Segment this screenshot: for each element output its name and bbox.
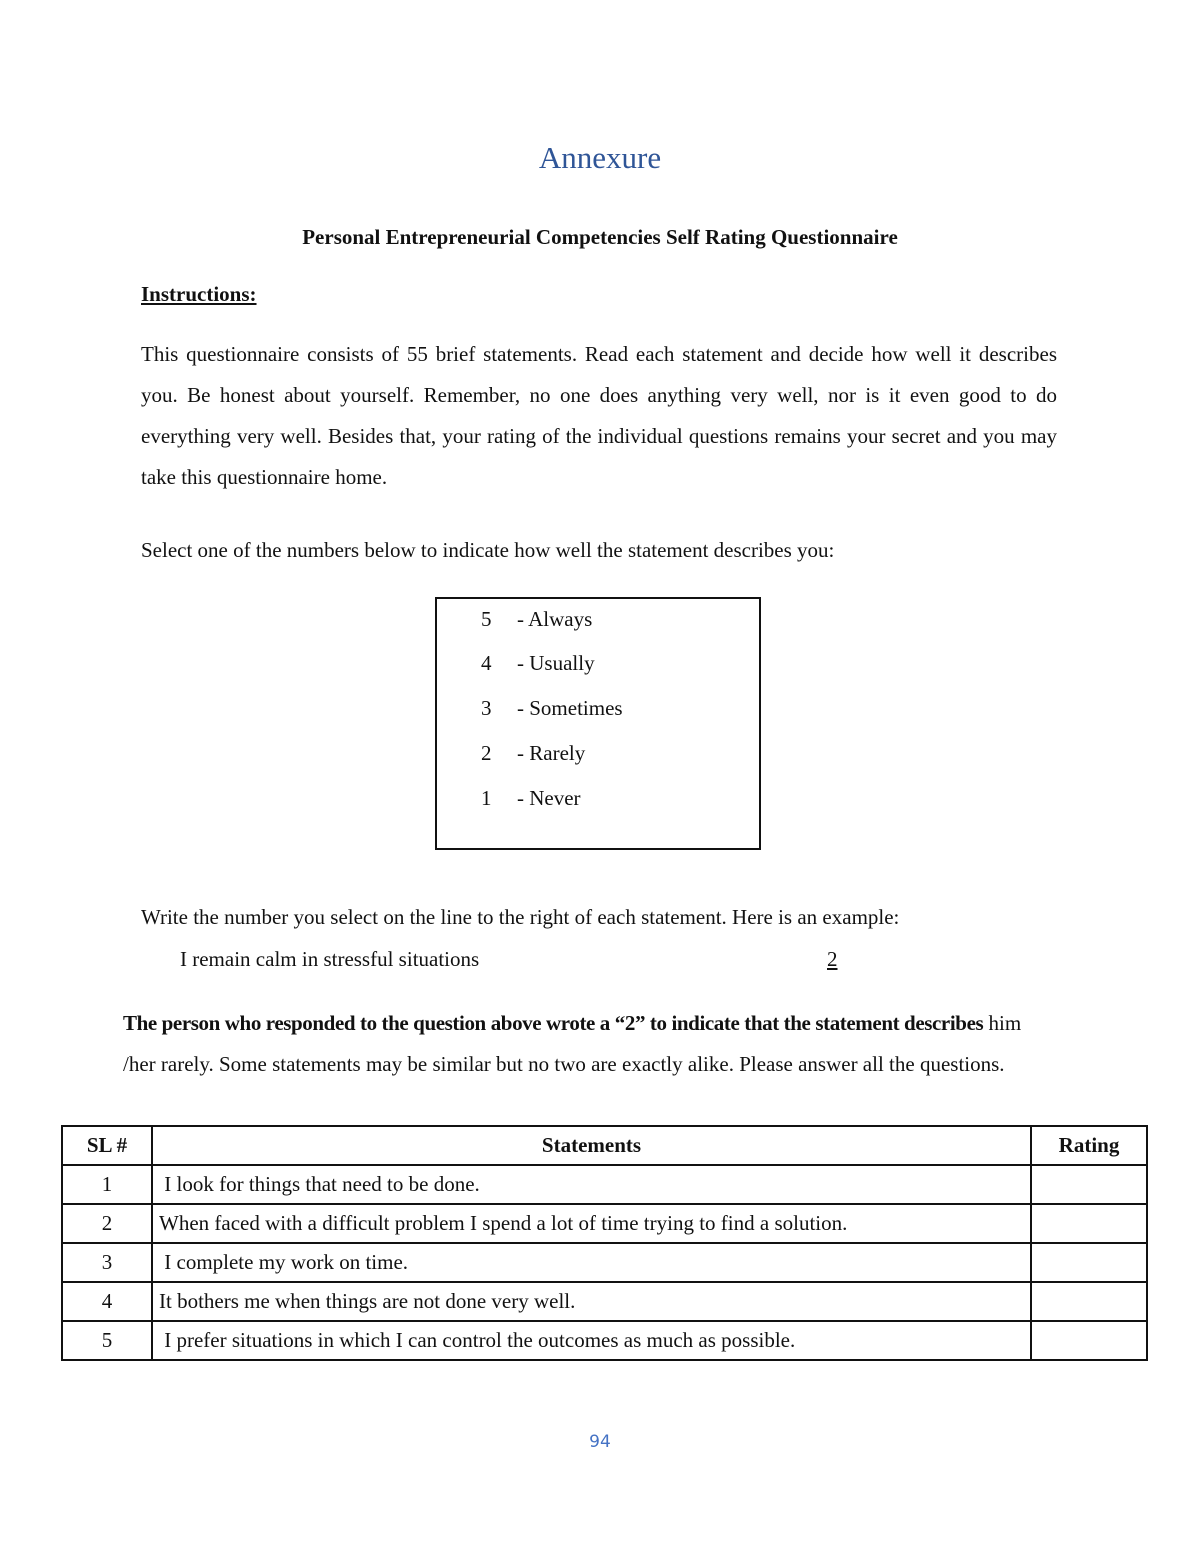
rating-scale-box [435, 597, 761, 850]
scale-row [481, 651, 595, 681]
example-explanation-rest: him /her rarely. Some statements may be similar but no two are exactly alike. Please answer all the questions. [123, 1011, 1022, 1076]
row-sl: 2 [62, 1204, 152, 1243]
instructions-heading: Instructions: [141, 282, 257, 306]
row-sl: 4 [62, 1282, 152, 1321]
scale-value: 2 [481, 741, 492, 765]
example-rating: 2 [827, 947, 838, 971]
table-row [62, 1204, 1147, 1243]
scale-row [481, 741, 585, 771]
table-row [62, 1282, 1147, 1321]
scale-label: - Rarely [517, 741, 586, 765]
row-rating-input[interactable] [1031, 1243, 1147, 1282]
row-rating-input[interactable] [1031, 1321, 1147, 1360]
header-rating: Rating [1031, 1126, 1147, 1165]
row-statement: When faced with a difficult problem I spend a lot of time trying to find a solution. [152, 1204, 1031, 1243]
row-statement: I complete my work on time. [152, 1243, 1031, 1282]
scale-row [481, 786, 581, 816]
scale-value: 4 [481, 651, 492, 675]
row-rating-input[interactable] [1031, 1204, 1147, 1243]
write-instruction: Write the number you select on the line to the right of each statement. Here is an example: [141, 905, 900, 929]
row-sl: 1 [62, 1165, 152, 1204]
row-sl: 3 [62, 1243, 152, 1282]
table-row [62, 1165, 1147, 1204]
header-statements: Statements [152, 1126, 1031, 1165]
questionnaire-title: Personal Entrepreneurial Competencies Self Rating Questionnaire [302, 225, 898, 249]
header-sl: SL # [62, 1126, 152, 1165]
scale-row [481, 607, 592, 637]
row-rating-input[interactable] [1031, 1165, 1147, 1204]
table-header-row [62, 1126, 1147, 1165]
table-row [62, 1243, 1147, 1282]
scale-label: - Sometimes [517, 696, 623, 720]
table-row [62, 1321, 1147, 1360]
select-instruction: Select one of the numbers below to indicate how well the statement describes you: [141, 538, 835, 562]
row-statement: I prefer situations in which I can control the outcomes as much as possible. [152, 1321, 1031, 1360]
row-sl: 5 [62, 1321, 152, 1360]
questionnaire-table [61, 1125, 1148, 1361]
row-statement: It bothers me when things are not done very well. [152, 1282, 1031, 1321]
scale-value: 1 [481, 786, 492, 810]
scale-label: - Always [517, 607, 593, 631]
page-title: Annexure [538, 140, 662, 175]
example-explanation [123, 1003, 1059, 1085]
scale-label: - Usually [517, 651, 595, 675]
example-statement: I remain calm in stressful situations [180, 947, 480, 971]
scale-value: 5 [481, 607, 492, 631]
scale-label: - Never [517, 786, 581, 810]
row-rating-input[interactable] [1031, 1282, 1147, 1321]
scale-value: 3 [481, 696, 492, 720]
page-number: 94 [589, 1432, 611, 1452]
row-statement: I look for things that need to be done. [152, 1165, 1031, 1204]
instructions-paragraph: This questionnaire consists of 55 brief statements. Read each statement and decide how well it describes you. Be honest about yourself. Remember, no one does anything very well, nor is it even good to do everything very well. Besides that, your rating of the individual questions remains your secret and you may take this questionnaire home. [141, 342, 1057, 489]
scale-row [481, 696, 623, 726]
example-explanation-bold: The person who responded to the question above wrote a “2” to indicate that the statement describes [123, 1011, 984, 1035]
